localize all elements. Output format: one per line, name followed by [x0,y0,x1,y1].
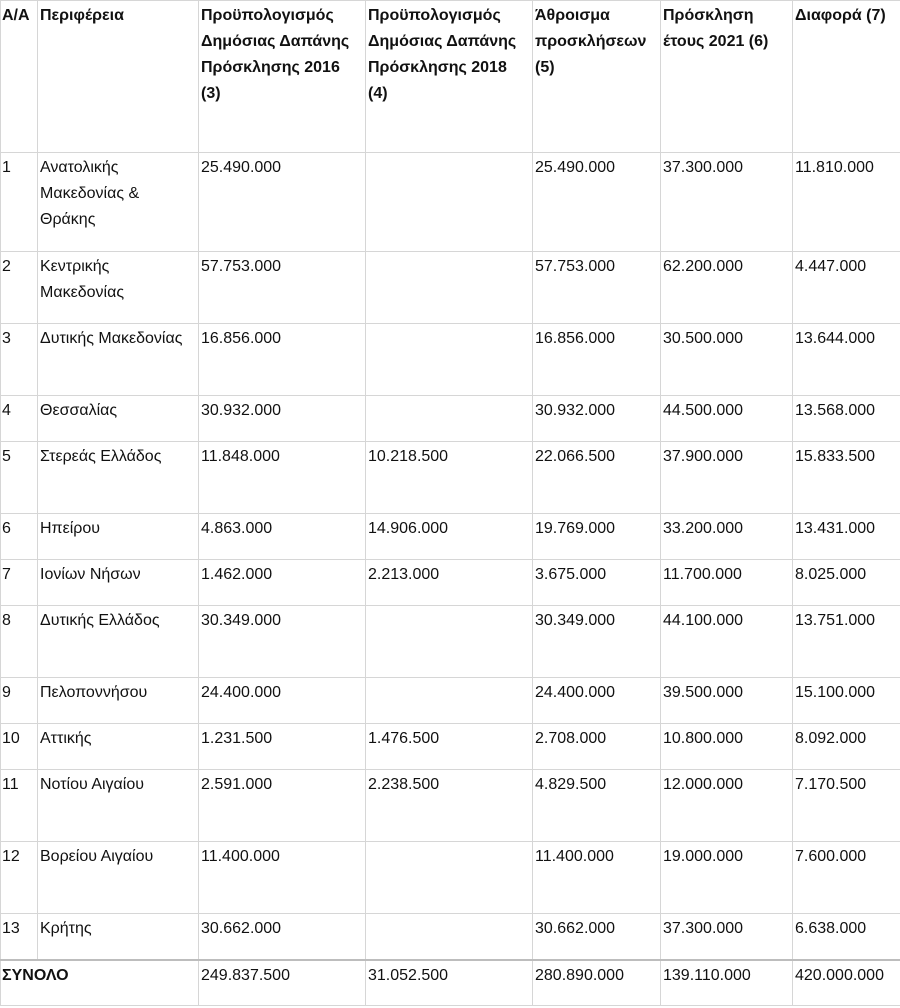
row-region: Κρήτης [38,914,199,960]
total-sum: 280.890.000 [533,960,661,1006]
row-diff: 13.431.000 [793,514,900,560]
row-region: Θεσσαλίας [38,396,199,442]
row-call-2021: 62.200.000 [661,252,793,324]
row-budget-2018: 1.476.500 [366,724,533,770]
row-budget-2016: 25.490.000 [199,153,366,252]
header-aa: Α/Α [1,1,38,153]
row-diff: 7.600.000 [793,842,900,914]
row-aa: 9 [1,678,38,724]
row-budget-2018 [366,606,533,678]
row-sum: 24.400.000 [533,678,661,724]
row-budget-2018 [366,324,533,396]
table-row [1,153,900,252]
row-diff: 13.568.000 [793,396,900,442]
table-row [1,914,900,960]
row-sum: 19.769.000 [533,514,661,560]
total-label: ΣΥΝΟΛΟ [1,960,199,1006]
total-budget-2016: 249.837.500 [199,960,366,1006]
table-row [1,678,900,724]
row-budget-2016: 30.349.000 [199,606,366,678]
row-budget-2016: 57.753.000 [199,252,366,324]
row-diff: 8.092.000 [793,724,900,770]
row-sum: 30.932.000 [533,396,661,442]
row-call-2021: 37.300.000 [661,153,793,252]
row-budget-2018 [366,914,533,960]
table-row [1,724,900,770]
row-diff: 13.644.000 [793,324,900,396]
row-sum: 30.349.000 [533,606,661,678]
row-call-2021: 44.500.000 [661,396,793,442]
row-aa: 12 [1,842,38,914]
row-region: Βορείου Αιγαίου [38,842,199,914]
table-row [1,770,900,842]
header-budget-2016: Προϋπολογισμός Δημόσιας Δαπάνης Πρόσκλησης 2016 (3) [199,1,366,153]
row-region: Πελοποννήσου [38,678,199,724]
row-aa: 11 [1,770,38,842]
row-diff: 4.447.000 [793,252,900,324]
row-aa: 10 [1,724,38,770]
row-sum: 57.753.000 [533,252,661,324]
row-region: Ανατολικής Μακεδονίας & Θράκης [38,153,199,252]
row-call-2021: 44.100.000 [661,606,793,678]
table-row [1,324,900,396]
row-region: Αττικής [38,724,199,770]
row-sum: 3.675.000 [533,560,661,606]
row-budget-2016: 24.400.000 [199,678,366,724]
row-budget-2016: 11.848.000 [199,442,366,514]
row-budget-2018 [366,153,533,252]
row-call-2021: 37.300.000 [661,914,793,960]
row-diff: 6.638.000 [793,914,900,960]
row-aa: 4 [1,396,38,442]
row-region: Δυτικής Μακεδονίας [38,324,199,396]
total-row [1,960,900,1006]
row-sum: 11.400.000 [533,842,661,914]
table-header-row [1,1,900,153]
row-budget-2018 [366,396,533,442]
table-row [1,252,900,324]
row-aa: 1 [1,153,38,252]
row-budget-2016: 30.662.000 [199,914,366,960]
row-budget-2016: 1.462.000 [199,560,366,606]
row-sum: 2.708.000 [533,724,661,770]
row-sum: 4.829.500 [533,770,661,842]
table-row [1,442,900,514]
row-sum: 16.856.000 [533,324,661,396]
row-aa: 7 [1,560,38,606]
header-region: Περιφέρεια [38,1,199,153]
row-aa: 13 [1,914,38,960]
table-row [1,396,900,442]
row-budget-2016: 4.863.000 [199,514,366,560]
row-sum: 22.066.500 [533,442,661,514]
row-budget-2018 [366,252,533,324]
row-diff: 15.100.000 [793,678,900,724]
row-call-2021: 12.000.000 [661,770,793,842]
table-row [1,514,900,560]
row-aa: 5 [1,442,38,514]
row-aa: 6 [1,514,38,560]
row-budget-2018 [366,842,533,914]
row-aa: 8 [1,606,38,678]
row-region: Δυτικής Ελλάδος [38,606,199,678]
row-diff: 15.833.500 [793,442,900,514]
table-row [1,606,900,678]
row-region: Ηπείρου [38,514,199,560]
table-row [1,842,900,914]
row-budget-2016: 11.400.000 [199,842,366,914]
row-region: Στερεάς Ελλάδος [38,442,199,514]
row-budget-2018: 14.906.000 [366,514,533,560]
total-call-2021: 139.110.000 [661,960,793,1006]
row-call-2021: 10.800.000 [661,724,793,770]
row-region: Κεντρικής Μακεδονίας [38,252,199,324]
table-row [1,560,900,606]
total-budget-2018: 31.052.500 [366,960,533,1006]
row-call-2021: 30.500.000 [661,324,793,396]
row-budget-2016: 1.231.500 [199,724,366,770]
row-diff: 13.751.000 [793,606,900,678]
row-diff: 11.810.000 [793,153,900,252]
total-diff: 420.000.000 [793,960,900,1006]
row-diff: 8.025.000 [793,560,900,606]
row-sum: 30.662.000 [533,914,661,960]
row-call-2021: 39.500.000 [661,678,793,724]
row-call-2021: 33.200.000 [661,514,793,560]
row-call-2021: 37.900.000 [661,442,793,514]
row-budget-2016: 16.856.000 [199,324,366,396]
row-call-2021: 11.700.000 [661,560,793,606]
header-budget-2018: Προϋπολογισμός Δημόσιας Δαπάνης Πρόσκλησης 2018 (4) [366,1,533,153]
row-budget-2018: 2.238.500 [366,770,533,842]
header-call-2021: Πρόσκληση έτους 2021 (6) [661,1,793,153]
row-region: Ιονίων Νήσων [38,560,199,606]
row-region: Νοτίου Αιγαίου [38,770,199,842]
row-budget-2018 [366,678,533,724]
row-aa: 2 [1,252,38,324]
row-budget-2018: 2.213.000 [366,560,533,606]
row-budget-2018: 10.218.500 [366,442,533,514]
row-sum: 25.490.000 [533,153,661,252]
header-diff: Διαφορά (7) [793,1,900,153]
row-budget-2016: 2.591.000 [199,770,366,842]
header-sum: Άθροισμα προσκλήσεων (5) [533,1,661,153]
row-budget-2016: 30.932.000 [199,396,366,442]
row-call-2021: 19.000.000 [661,842,793,914]
row-diff: 7.170.500 [793,770,900,842]
row-aa: 3 [1,324,38,396]
